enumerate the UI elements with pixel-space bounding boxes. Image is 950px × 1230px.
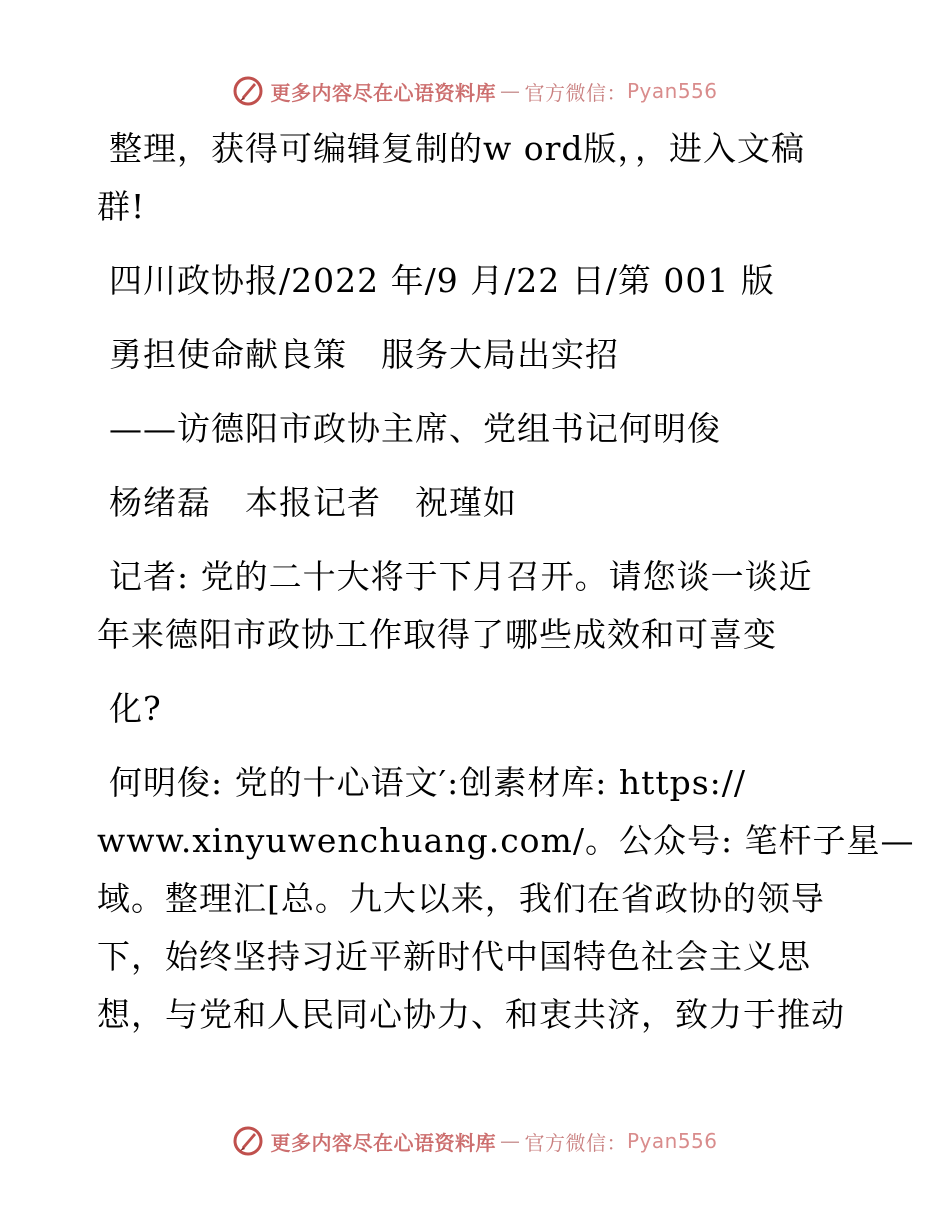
body-line: 记者: 党的二十大将于下月召开。请您谈一谈近	[109, 557, 813, 596]
footer-watermark	[0, 1121, 950, 1161]
watermark-main-text: 更多内容尽在心语资料库	[270, 1130, 496, 1155]
body-line: 群!	[97, 187, 146, 226]
byline: 杨绪磊 本报记者 祝瑾如	[109, 483, 517, 522]
body-line: 下，始终坚持习近平新时代中国特色社会主义思	[97, 937, 811, 976]
source-line: 四川政协报/2022 年/9 月/22 日/第 001 版	[109, 261, 775, 300]
watermark-separator: —	[499, 1129, 521, 1153]
watermark-wechat-label: 官方微信：	[524, 80, 627, 105]
body-line: 想，与党和人民同心协力、和衷共济，致力于推动	[97, 995, 845, 1034]
header-watermark	[0, 71, 950, 111]
document-body	[97, 120, 915, 1044]
watermark-wechat-label: 官方微信：	[524, 1130, 627, 1155]
watermark-wechat-id: Pyan556	[626, 1129, 718, 1153]
body-line: 化?	[109, 689, 162, 728]
watermark-main-text: 更多内容尽在心语资料库	[270, 80, 496, 105]
article-title: 勇担使命献良策 服务大局出实招	[109, 335, 619, 374]
body-line: 整理，获得可编辑复制的w ord版，，进入文稿	[109, 129, 806, 168]
body-line: 域。整理汇[总。九大以来，我们在省政协的领导	[97, 879, 825, 918]
watermark-separator: —	[499, 79, 521, 103]
brush-logo-icon	[232, 1125, 264, 1157]
watermark-wechat-id: Pyan556	[626, 79, 718, 103]
brush-logo-icon	[232, 75, 264, 107]
body-line: 何明俊: 党的十心语文′:创素材库: https://	[109, 763, 747, 802]
body-line: 年来德阳市政协工作取得了哪些成效和可喜变	[97, 615, 777, 654]
body-line: www.xinyuwenchuang.com/。公众号: 笔杆子星—	[97, 821, 915, 860]
article-subtitle: ——访德阳市政协主席、党组书记何明俊	[109, 409, 721, 448]
